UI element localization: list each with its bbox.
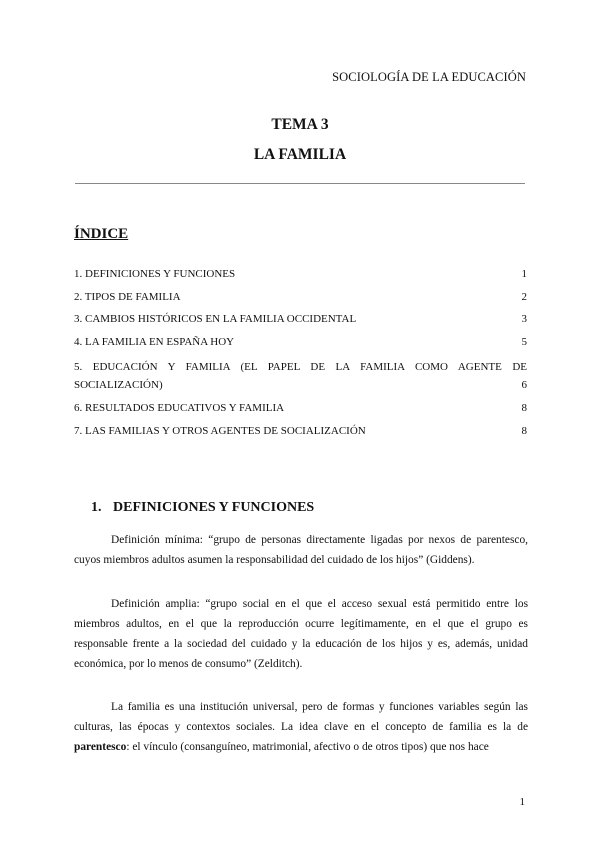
tema-number: TEMA 3 [271,116,329,133]
title-divider [75,183,525,184]
toc-entry-label: 3. CAMBIOS HISTÓRICOS EN LA FAMILIA OCCIDENTAL [74,313,357,325]
toc-entry[interactable] [74,402,527,425]
paragraph-text: La familia es una institución universal, pero de formas y funciones variables según las culturas, las épocas y contextos sociales. La idea clave en el concepto de familia es la de [74,701,528,733]
section-title: DEFINICIONES Y FUNCIONES [113,500,315,515]
toc-entry-page: 5 [521,335,527,348]
toc-entry-label-continued: SOCIALIZACIÓN) [74,379,163,391]
index-heading: ÍNDICE [74,226,129,242]
toc-entry[interactable] [74,336,527,359]
toc-entry[interactable] [74,268,527,291]
toc-entry[interactable] [74,358,527,394]
toc-entry-page: 6 [521,379,527,391]
toc-entry-page: 8 [521,424,527,437]
document-title: LA FAMILIA [253,146,347,163]
toc-entry-label: 2. TIPOS DE FAMILIA [74,290,181,303]
page-number: 1 [519,796,525,808]
toc-entry-page: 2 [521,290,527,303]
toc-entry-page: 3 [521,313,527,325]
toc-entry-page: 1 [521,268,527,280]
toc-entry-label: 1. DEFINICIONES Y FUNCIONES [74,268,236,280]
toc-entry[interactable] [74,313,527,336]
toc-entry-label: 4. LA FAMILIA EN ESPAÑA HOY [74,335,235,348]
paragraph-text: : el vínculo (consanguíneo, matrimonial, afectivo o de otros tipos) que nos hace [126,741,489,753]
bold-term-parentesco: parentesco [74,741,127,753]
toc-entry[interactable] [74,291,527,314]
paragraph-minimal-definition: Definición mínima: “grupo de personas directamente ligadas por nexos de parentesco, cuyos miembros adultos asumen la responsabilidad del cuidado de los hijos” (Giddens). [74,534,528,566]
course-header: SOCIOLOGÍA DE LA EDUCACIÓN [332,70,526,84]
toc-entry-page: 8 [521,402,527,414]
table-of-contents [74,268,527,447]
section-number: 1. [91,500,102,515]
toc-entry-label: 5. EDUCACIÓN Y FAMILIA (EL PAPEL DE LA FAMILIA COMO AGENTE DE [74,361,527,373]
toc-entry[interactable] [74,425,527,448]
paragraph-broad-definition: Definición amplia: “grupo social en el que el acceso sexual está permitido entre los miembros adultos, en el que la reproducción ocurre legítimamente, en el que el grupo es responsable frente a la sociedad del cuidado y la educación de los hijos y es, además, unidad económica, por lo menos de consumo” (Zelditch). [74,598,528,670]
paragraph-family-institution [74,697,528,757]
toc-entry-label: 6. RESULTADOS EDUCATIVOS Y FAMILIA [74,402,285,414]
section-heading [91,500,314,516]
toc-entry-label: 7. LAS FAMILIAS Y OTROS AGENTES DE SOCIALIZACIÓN [74,424,366,437]
